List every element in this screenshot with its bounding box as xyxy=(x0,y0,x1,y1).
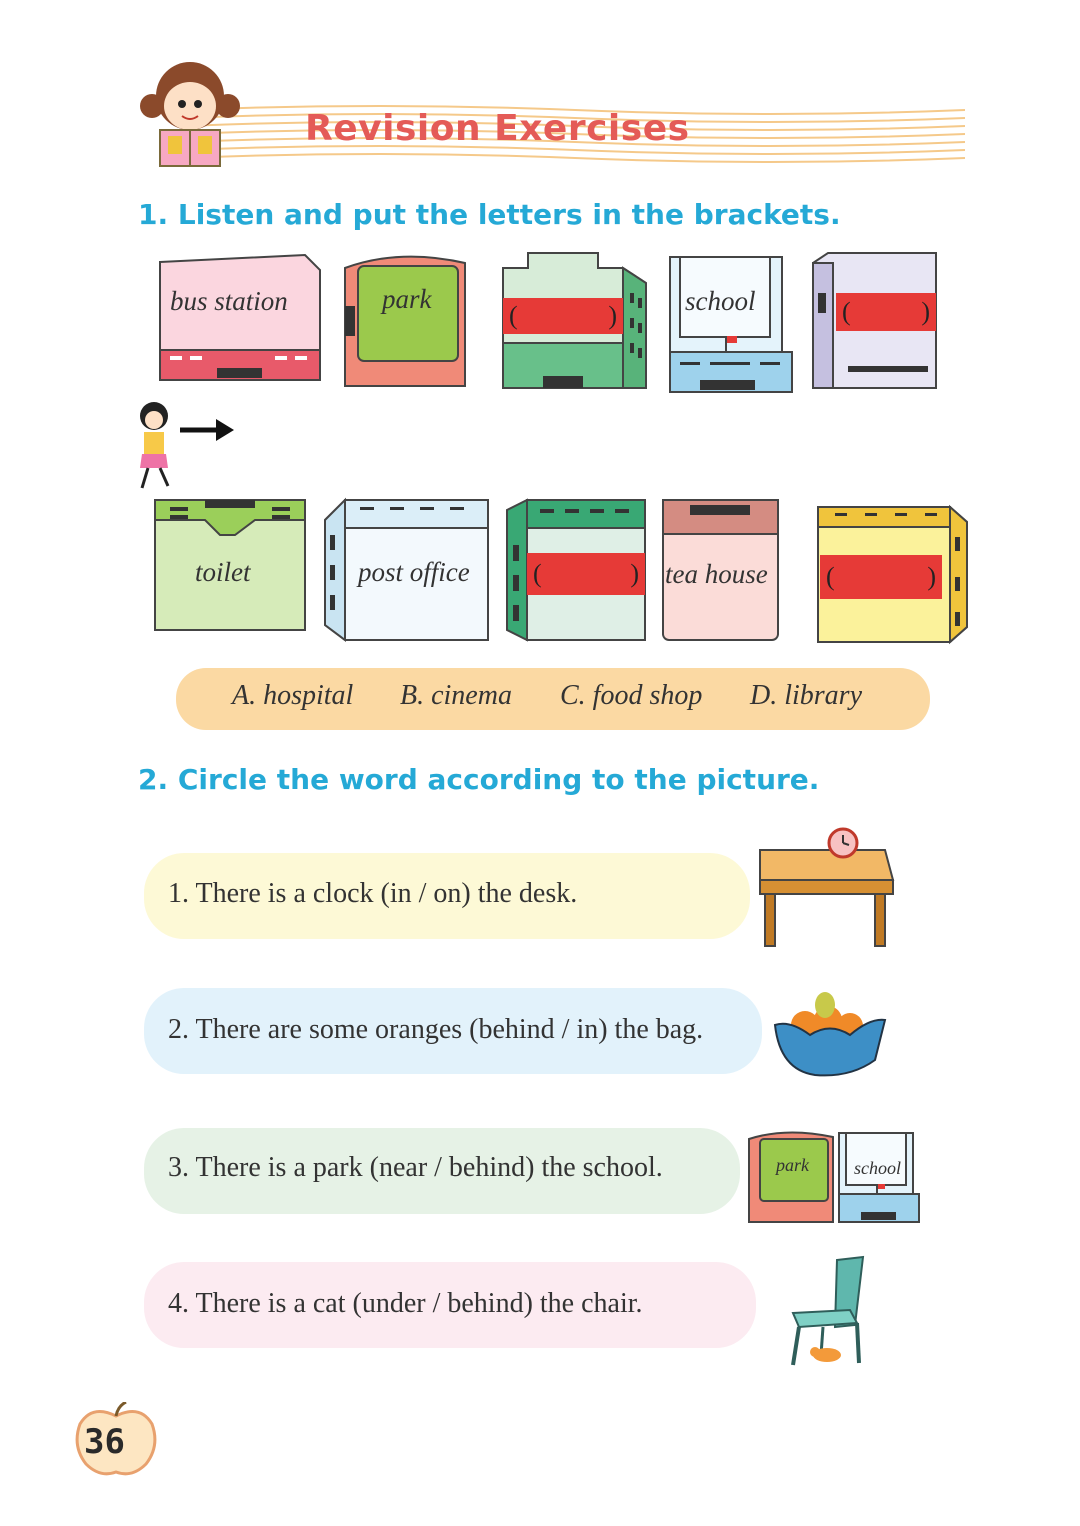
building-unknown-4 xyxy=(815,497,970,645)
building-label: toilet xyxy=(195,557,251,587)
building-label: tea house xyxy=(665,559,768,589)
bracket-close: ) xyxy=(630,559,639,588)
building-bus-station xyxy=(155,250,325,385)
building-park xyxy=(340,248,470,390)
page-title: Revision Exercises xyxy=(305,108,690,149)
building-label: park xyxy=(382,284,432,314)
building-label: post office xyxy=(358,557,470,587)
section-2-title: 2. Circle the word according to the picture. xyxy=(138,763,820,796)
bracket-open: ( xyxy=(509,301,518,330)
section-1-title: 1. Listen and put the letters in the brackets. xyxy=(138,198,841,231)
sentence-1[interactable]: 1. There is a clock (in / on) the desk. xyxy=(168,878,578,909)
bracket-open: ( xyxy=(533,559,542,588)
building-tea-house xyxy=(660,495,780,643)
building-post-office xyxy=(320,495,492,643)
mini-park-icon xyxy=(746,1127,836,1225)
bracket-open: ( xyxy=(842,297,851,326)
chair-with-cat-icon xyxy=(785,1255,870,1370)
building-unknown-2 xyxy=(808,248,940,393)
bracket-close: ) xyxy=(608,301,617,330)
girl-reading-icon xyxy=(140,58,240,170)
option-b: B. cinema xyxy=(400,680,512,711)
building-label: bus station xyxy=(170,286,288,316)
sentence-2[interactable]: 2. There are some oranges (behind / in) the bag. xyxy=(168,1014,704,1045)
building-toilet xyxy=(150,495,310,635)
bracket-close: ) xyxy=(921,297,930,326)
building-label: school xyxy=(685,286,756,316)
option-a: A. hospital xyxy=(232,680,354,711)
walking-girl-icon xyxy=(130,398,240,493)
page-number: 36 xyxy=(84,1422,125,1462)
building-unknown-3 xyxy=(505,495,647,643)
option-d: D. library xyxy=(750,680,862,711)
mini-school-label: school xyxy=(854,1158,901,1178)
option-c: C. food shop xyxy=(560,680,703,711)
bracket-close: ) xyxy=(927,562,936,591)
building-school xyxy=(665,252,793,397)
arrow-right-icon xyxy=(180,415,235,445)
answer-bracket[interactable] xyxy=(503,298,623,334)
sentence-4[interactable]: 4. There is a cat (under / behind) the chair. xyxy=(168,1288,643,1319)
desk-with-clock-icon xyxy=(755,825,895,950)
bag-with-oranges-icon xyxy=(770,990,888,1080)
answer-bracket[interactable] xyxy=(527,553,645,595)
building-unknown-1 xyxy=(498,248,650,393)
mini-school-icon xyxy=(836,1130,920,1225)
bracket-open: ( xyxy=(826,562,835,591)
answer-bracket[interactable] xyxy=(820,555,942,599)
answer-bracket[interactable] xyxy=(836,293,936,331)
sentence-3[interactable]: 3. There is a park (near / behind) the school. xyxy=(168,1152,663,1183)
mini-park-label: park xyxy=(776,1155,809,1175)
